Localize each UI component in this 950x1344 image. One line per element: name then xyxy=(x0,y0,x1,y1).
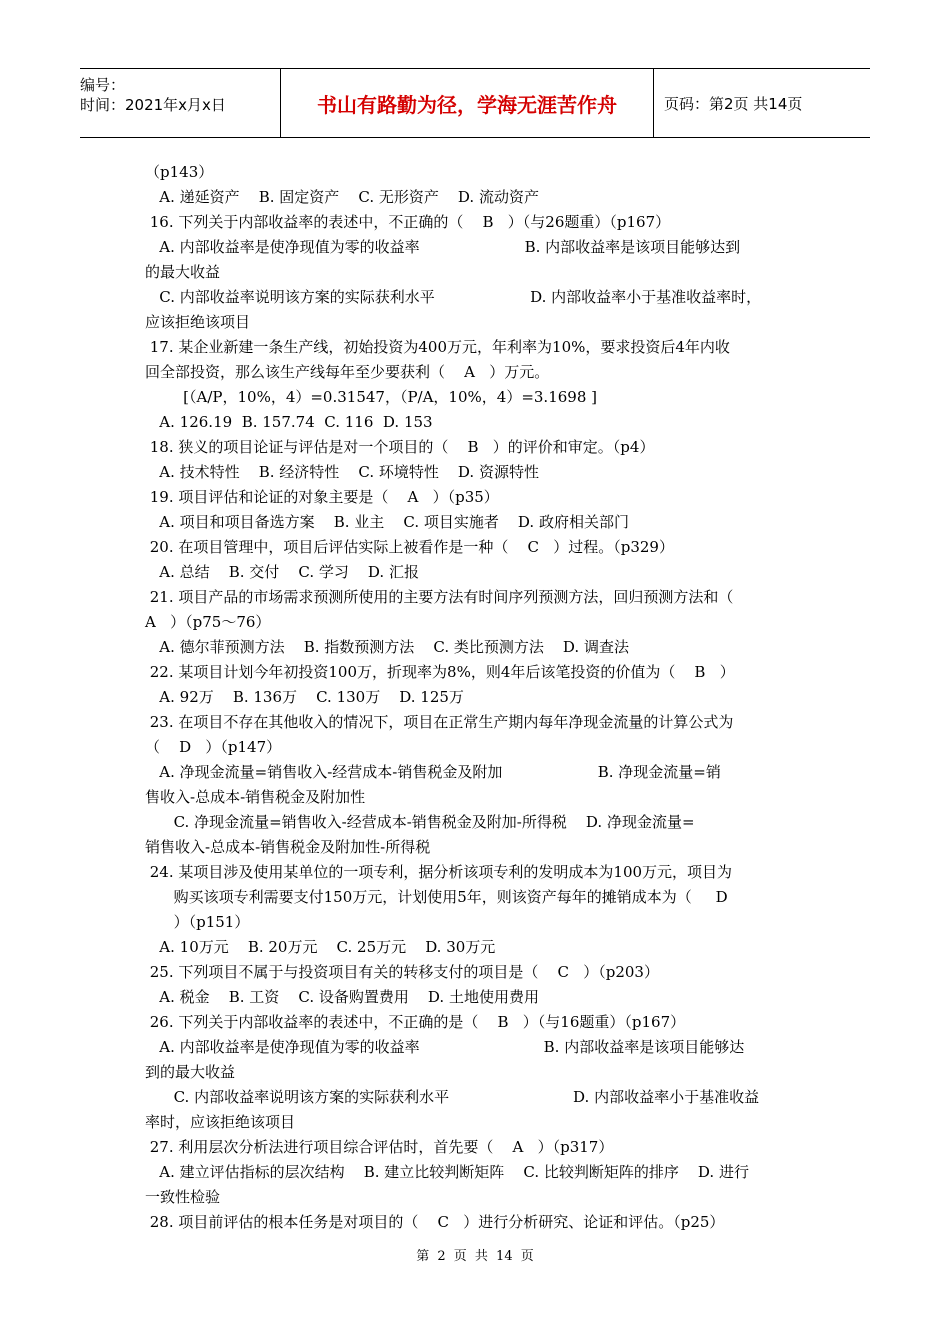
text-line: 到的最大收益 xyxy=(145,1063,236,1081)
text-line: 21. 项目产品的市场需求预测所使用的主要方法有时间序列预测方法，回归预测方法和（ xyxy=(145,588,734,606)
text-line: 27. 利用层次分析法进行项目综合评估时，首先要（ A ）（p317） xyxy=(145,1138,614,1156)
text-line: A. 税金 B. 工资 C. 设备购置费用 D. 土地使用费用 xyxy=(145,988,539,1006)
date-label: 时间：2021年x月x日 xyxy=(80,96,226,114)
text-line: C. 内部收益率说明该方案的实际获利水平 D. 内部收益率小于基准收益 xyxy=(145,1088,760,1106)
text-line: [（A/P，10%，4）=0.31547，（P/A，10%，4）=3.1698 ] xyxy=(145,388,597,406)
text-line: A. 德尔菲预测方法 B. 指数预测方法 C. 类比预测方法 D. 调查法 xyxy=(145,638,629,656)
text-line: 17. 某企业新建一条生产线，初始投资为400万元，年利率为10%，要求投资后4年内收 xyxy=(145,338,730,356)
text-line: A. 建立评估指标的层次结构 B. 建立比较判断矩阵 C. 比较判断矩阵的排序 D. 进行 xyxy=(145,1163,749,1181)
text-line: 购买该项专利需要支付150万元，计划使用5年，则该资产每年的摊销成本为（ D xyxy=(145,888,728,906)
header-meta xyxy=(80,69,281,137)
text-line: 应该拒绝该项目 xyxy=(145,313,251,331)
text-line: 16. 下列关于内部收益率的表述中，不正确的（ B ）（与26题重）（p167） xyxy=(145,213,671,231)
text-line: 销售收入-总成本-销售税金及附加性-所得税 xyxy=(145,838,431,856)
text-line: A. 净现金流量=销售收入-经营成本-销售税金及附加 B. 净现金流量=销 xyxy=(145,763,721,781)
text-line: 18. 狭义的项目论证与评估是对一个项目的（ B ）的评价和审定。（p4） xyxy=(145,438,655,456)
text-line: A. 内部收益率是使净现值为零的收益率 B. 内部收益率是该项目能够达 xyxy=(145,1038,745,1056)
text-line: ）（p151） xyxy=(145,913,250,931)
text-line: A ）（p75～76） xyxy=(145,613,271,631)
text-line: 的最大收益 xyxy=(145,263,221,281)
text-line: A. 126.19 B. 157.74 C. 116 D. 153 xyxy=(145,413,433,431)
document-body xyxy=(145,160,810,1235)
text-line: A. 递延资产 B. 固定资产 C. 无形资产 D. 流动资产 xyxy=(145,188,539,206)
text-line: 20. 在项目管理中，项目后评估实际上被看作是一种（ C ）过程。（p329） xyxy=(145,538,674,556)
text-line: A. 92万 B. 136万 C. 130万 D. 125万 xyxy=(145,688,464,706)
text-line: （ D ）（p147） xyxy=(145,738,282,756)
text-line: 24. 某项目涉及使用某单位的一项专利，据分析该项专利的发明成本为100万元，项目为 xyxy=(145,863,733,881)
text-line: 23. 在项目不存在其他收入的情况下，项目在正常生产期内每年净现金流量的计算公式为 xyxy=(145,713,734,731)
text-line: A. 项目和项目备选方案 B. 业主 C. 项目实施者 D. 政府相关部门 xyxy=(145,513,629,531)
text-line: 一致性检验 xyxy=(145,1188,221,1206)
text-line: C. 净现金流量=销售收入-经营成本-销售税金及附加-所得税 D. 净现金流量= xyxy=(145,813,695,831)
text-line: A. 总结 B. 交付 C. 学习 D. 汇报 xyxy=(145,563,419,581)
text-line: A. 内部收益率是使净现值为零的收益率 B. 内部收益率是该项目能够达到 xyxy=(145,238,741,256)
header-motto: 书山有路勤为径，学海无涯苦作舟 xyxy=(281,69,654,137)
text-line: 率时，应该拒绝该项目 xyxy=(145,1113,296,1131)
text-line: A. 技术特性 B. 经济特性 C. 环境特性 D. 资源特性 xyxy=(145,463,539,481)
page-header xyxy=(80,68,870,138)
text-line: 售收入-总成本-销售税金及附加性 xyxy=(145,788,366,806)
page-footer: 第 2 页 共 14 页 xyxy=(416,1249,534,1264)
text-line: 25. 下列项目不属于与投资项目有关的转移支付的项目是（ C ）（p203） xyxy=(145,963,659,981)
text-line: 26. 下列关于内部收益率的表述中，不正确的是（ B ）（与16题重）（p167） xyxy=(145,1013,686,1031)
text-line: （p143） xyxy=(145,163,214,181)
header-page-label: 页码：第2页 共14页 xyxy=(664,94,803,113)
text-line: A. 10万元 B. 20万元 C. 25万元 D. 30万元 xyxy=(145,938,496,956)
text-line: 28. 项目前评估的根本任务是对项目的（ C ）进行分析研究、论证和评估。（p25） xyxy=(145,1213,725,1231)
number-label: 编号： xyxy=(80,76,126,94)
text-line: 19. 项目评估和论证的对象主要是（ A ）（p35） xyxy=(145,488,499,506)
text-line: 22. 某项目计划今年初投资100万，折现率为8%，则4年后该笔投资的价值为（ B ） xyxy=(145,663,735,681)
text-line: C. 内部收益率说明该方案的实际获利水平 D. 内部收益率小于基准收益率时， xyxy=(145,288,762,306)
text-line: 回全部投资，那么该生产线每年至少要获利（ A ）万元。 xyxy=(145,363,550,381)
